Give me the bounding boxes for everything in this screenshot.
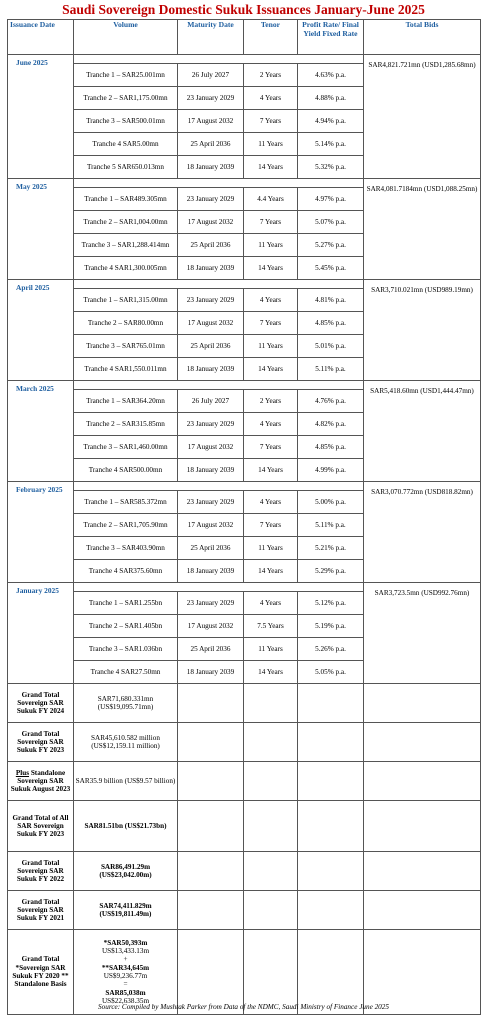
cell-tenor: 7 Years xyxy=(244,211,298,234)
header-tenor: Tenor xyxy=(244,20,298,55)
cell-mat: 23 January 2029 xyxy=(178,491,244,514)
cell-tenor: 14 Years xyxy=(244,156,298,179)
cell-tenor: 11 Years xyxy=(244,335,298,358)
source-note: Source: Compiled by Mushtak Parker from Data of the NDMC, Saudi Ministry of Finance June 2025 xyxy=(98,1003,389,1011)
cell-mat: 25 April 2036 xyxy=(178,638,244,661)
spacer-cell xyxy=(74,179,364,188)
cell-mat: 17 August 2032 xyxy=(178,514,244,537)
grand-total-label xyxy=(8,801,74,852)
cell-mat: 25 April 2036 xyxy=(178,234,244,257)
cell-mat: 17 August 2032 xyxy=(178,436,244,459)
cell-mat: 18 January 2039 xyxy=(178,661,244,684)
cell-rate: 4.99% p.a. xyxy=(298,459,364,482)
cell-tenor: 2 Years xyxy=(244,390,298,413)
cell-tenor: 14 Years xyxy=(244,358,298,381)
cell-tenor: 4 Years xyxy=(244,87,298,110)
volume-line: = xyxy=(123,980,128,989)
month-label: February 2025 xyxy=(8,482,74,583)
cell-vol: Tranche 3 – SAR1,460.00mn xyxy=(74,436,178,459)
cell-rate: 4.81% p.a. xyxy=(298,289,364,312)
sukuk-table xyxy=(7,19,481,1015)
empty-cell xyxy=(298,930,364,1015)
cell-rate: 5.12% p.a. xyxy=(298,592,364,615)
cell-mat: 23 January 2029 xyxy=(178,413,244,436)
month-label: January 2025 xyxy=(8,583,74,684)
grand-total-row xyxy=(8,801,481,852)
empty-cell xyxy=(244,852,298,891)
cell-vol: Tranche 1 – SAR364.20mn xyxy=(74,390,178,413)
cell-rate: 5.21% p.a. xyxy=(298,537,364,560)
total-bids-cell: SAR4,081.7184mn (USD1,088.25mn) xyxy=(364,179,481,280)
cell-mat: 18 January 2039 xyxy=(178,459,244,482)
cell-vol: Tranche 4 SAR1,300.005mn xyxy=(74,257,178,280)
cell-vol: Tranche 2 – SAR1,175.00mn xyxy=(74,87,178,110)
cell-mat: 23 January 2029 xyxy=(178,87,244,110)
cell-rate: 4.97% p.a. xyxy=(298,188,364,211)
grand-total-label xyxy=(8,684,74,723)
cell-mat: 17 August 2032 xyxy=(178,211,244,234)
volume-line: **SAR34,645m xyxy=(101,963,150,972)
cell-mat: 23 January 2029 xyxy=(178,188,244,211)
cell-rate: 4.85% p.a. xyxy=(298,312,364,335)
cell-vol: Tranche 3 – SAR1.036bn xyxy=(74,638,178,661)
grand-total-label: Grand Total *Sovereign SAR Sukuk FY 2020 ** Standalone Basis xyxy=(8,930,74,1015)
cell-tenor: 4.4 Years xyxy=(244,188,298,211)
header-issuance-date: Issuance Date xyxy=(8,20,74,55)
cell-vol: Tranche 4 SAR375.60mn xyxy=(74,560,178,583)
empty-cell xyxy=(298,723,364,762)
cell-mat: 18 January 2039 xyxy=(178,560,244,583)
spacer-cell xyxy=(74,55,364,64)
cell-rate: 5.00% p.a. xyxy=(298,491,364,514)
grand-total-volume: SAR45,610.582 million (US$12,159.11 million) xyxy=(74,723,178,762)
label-text: Grand Total Sovereign SAR Sukuk FY 2024 xyxy=(16,690,65,716)
cell-tenor: 4 Years xyxy=(244,592,298,615)
cell-vol: Tranche 1 – SAR585.372mn xyxy=(74,491,178,514)
empty-cell xyxy=(178,930,244,1015)
cell-mat: 17 August 2032 xyxy=(178,615,244,638)
empty-cell xyxy=(298,891,364,930)
empty-cell xyxy=(298,684,364,723)
month-label: May 2025 xyxy=(8,179,74,280)
total-bids-cell: SAR3,070.772mn (USD818.82mn) xyxy=(364,482,481,583)
month-label: April 2025 xyxy=(8,280,74,381)
volume-line: US$13,433.13m xyxy=(101,947,150,956)
month-label: June 2025 xyxy=(8,55,74,179)
cell-tenor: 14 Years xyxy=(244,560,298,583)
cell-rate: 4.76% p.a. xyxy=(298,390,364,413)
cell-rate: 4.63% p.a. xyxy=(298,64,364,87)
month-spacer-row xyxy=(8,280,481,289)
empty-cell xyxy=(364,930,481,1015)
cell-rate: 5.11% p.a. xyxy=(298,514,364,537)
volume-line: US$22,638.35m xyxy=(101,996,150,1005)
cell-vol: Tranche 4 SAR1,550.011mn xyxy=(74,358,178,381)
cell-tenor: 11 Years xyxy=(244,537,298,560)
empty-cell xyxy=(298,801,364,852)
header-maturity-date: Maturity Date xyxy=(178,20,244,55)
table-body xyxy=(8,55,481,1015)
cell-rate: 5.27% p.a. xyxy=(298,234,364,257)
cell-tenor: 14 Years xyxy=(244,661,298,684)
cell-tenor: 2 Years xyxy=(244,64,298,87)
cell-mat: 23 January 2029 xyxy=(178,592,244,615)
cell-vol: Tranche 2 – SAR315.85mn xyxy=(74,413,178,436)
grand-total-row xyxy=(8,684,481,723)
empty-cell xyxy=(364,891,481,930)
cell-vol: Tranche 2 – SAR80.00mn xyxy=(74,312,178,335)
empty-cell xyxy=(298,762,364,801)
spacer-cell xyxy=(74,583,364,592)
cell-vol: Tranche 3 – SAR1,288.414mn xyxy=(74,234,178,257)
cell-rate: 5.14% p.a. xyxy=(298,133,364,156)
empty-cell xyxy=(178,891,244,930)
cell-rate: 5.19% p.a. xyxy=(298,615,364,638)
cell-tenor: 7 Years xyxy=(244,436,298,459)
spacer-cell xyxy=(74,381,364,390)
cell-vol: Tranche 1 – SAR1.255bn xyxy=(74,592,178,615)
cell-mat: 25 April 2036 xyxy=(178,335,244,358)
cell-vol: Tranche 4 SAR5.00mn xyxy=(74,133,178,156)
grand-total-row-2020 xyxy=(8,930,481,1015)
cell-rate: 4.82% p.a. xyxy=(298,413,364,436)
cell-rate: 4.94% p.a. xyxy=(298,110,364,133)
cell-rate: 5.32% p.a. xyxy=(298,156,364,179)
empty-cell xyxy=(244,762,298,801)
empty-cell xyxy=(244,930,298,1015)
volume-line: *SAR50,393m xyxy=(103,938,148,947)
cell-vol: Tranche 2 – SAR1,705.90mn xyxy=(74,514,178,537)
label-text: Grand Total Sovereign SAR Sukuk FY 2021 xyxy=(16,897,65,923)
cell-tenor: 11 Years xyxy=(244,133,298,156)
cell-mat: 17 August 2032 xyxy=(178,110,244,133)
spacer-cell xyxy=(74,280,364,289)
cell-rate: 4.85% p.a. xyxy=(298,436,364,459)
empty-cell xyxy=(364,723,481,762)
cell-tenor: 14 Years xyxy=(244,257,298,280)
cell-rate: 5.11% p.a. xyxy=(298,358,364,381)
cell-rate: 5.01% p.a. xyxy=(298,335,364,358)
cell-vol: Tranche 5 SAR650.013mn xyxy=(74,156,178,179)
cell-rate: 5.07% p.a. xyxy=(298,211,364,234)
month-spacer-row xyxy=(8,482,481,491)
cell-rate: 5.05% p.a. xyxy=(298,661,364,684)
cell-vol: Tranche 3 – SAR500.01mn xyxy=(74,110,178,133)
empty-cell xyxy=(178,801,244,852)
cell-tenor: 7 Years xyxy=(244,110,298,133)
header-profit-rate: Profit Rate/ Final Yield Fixed Rate xyxy=(298,20,364,55)
grand-total-volume: SAR35.9 billion (US$9.57 billion) xyxy=(74,762,178,801)
total-bids-cell: SAR3,723.5mn (USD992.76mn) xyxy=(364,583,481,684)
empty-cell xyxy=(244,891,298,930)
grand-total-volume: SAR81.51bn (US$21.73bn) xyxy=(74,801,178,852)
empty-cell xyxy=(364,762,481,801)
cell-mat: 18 January 2039 xyxy=(178,257,244,280)
label-text: Standalone Sovereign SAR Sukuk August 2023 xyxy=(10,768,71,794)
header-total-bids: Total Bids xyxy=(364,20,481,55)
cell-vol: Tranche 4 SAR500.00mn xyxy=(74,459,178,482)
total-bids-cell: SAR3,710.021mn (USD989.19mn) xyxy=(364,280,481,381)
cell-rate: 4.88% p.a. xyxy=(298,87,364,110)
spacer-cell xyxy=(74,482,364,491)
empty-cell xyxy=(178,762,244,801)
cell-mat: 25 April 2036 xyxy=(178,133,244,156)
grand-total-row xyxy=(8,723,481,762)
total-bids-cell: SAR4,821.721mn (USD1,285.68mn) xyxy=(364,55,481,179)
cell-tenor: 4 Years xyxy=(244,289,298,312)
grand-total-row xyxy=(8,891,481,930)
cell-vol: Tranche 2 – SAR1.405bn xyxy=(74,615,178,638)
empty-cell xyxy=(178,723,244,762)
cell-vol: Tranche 3 – SAR403.90mn xyxy=(74,537,178,560)
label-text: Grand Total Sovereign SAR Sukuk FY 2023 xyxy=(16,729,65,755)
cell-mat: 26 July 2027 xyxy=(178,64,244,87)
empty-cell xyxy=(178,684,244,723)
empty-cell xyxy=(244,723,298,762)
cell-vol: Tranche 1 – SAR1,315.00mn xyxy=(74,289,178,312)
cell-rate: 5.45% p.a. xyxy=(298,257,364,280)
month-spacer-row xyxy=(8,55,481,64)
empty-cell xyxy=(364,801,481,852)
cell-vol: Tranche 2 – SAR1,004.00mn xyxy=(74,211,178,234)
cell-tenor: 7 Years xyxy=(244,514,298,537)
grand-total-row xyxy=(8,852,481,891)
grand-total-volume: SAR86,491.29m (US$23,042.00m) xyxy=(74,852,178,891)
grand-total-label xyxy=(8,723,74,762)
cell-vol: Tranche 3 – SAR765.01mn xyxy=(74,335,178,358)
cell-mat: 18 January 2039 xyxy=(178,358,244,381)
cell-rate: 5.26% p.a. xyxy=(298,638,364,661)
cell-tenor: 11 Years xyxy=(244,638,298,661)
cell-vol: Tranche 4 SAR27.50mn xyxy=(74,661,178,684)
cell-tenor: 11 Years xyxy=(244,234,298,257)
grand-total-2020-volume xyxy=(74,930,178,1015)
cell-tenor: 14 Years xyxy=(244,459,298,482)
cell-tenor: 7 Years xyxy=(244,312,298,335)
month-spacer-row xyxy=(8,381,481,390)
cell-tenor: 4 Years xyxy=(244,491,298,514)
grand-total-label xyxy=(8,762,74,801)
cell-tenor: 4 Years xyxy=(244,413,298,436)
empty-cell xyxy=(298,852,364,891)
empty-cell xyxy=(244,801,298,852)
grand-total-row xyxy=(8,762,481,801)
cell-mat: 26 July 2027 xyxy=(178,390,244,413)
empty-cell xyxy=(364,684,481,723)
grand-total-volume: SAR71,680.331mn (US$19,095.71mn) xyxy=(74,684,178,723)
grand-total-volume: SAR74,411.829m (US$19,811.49m) xyxy=(74,891,178,930)
month-spacer-row xyxy=(8,583,481,592)
empty-cell xyxy=(244,684,298,723)
grand-total-label xyxy=(8,891,74,930)
cell-mat: 23 January 2029 xyxy=(178,289,244,312)
label-prefix: Plus xyxy=(15,768,30,777)
cell-vol: Tranche 1 – SAR489.305mn xyxy=(74,188,178,211)
month-label: March 2025 xyxy=(8,381,74,482)
total-bids-cell: SAR5,418.60mn (USD1,444.47mn) xyxy=(364,381,481,482)
volume-line: SAR85,038m xyxy=(105,988,146,997)
cell-mat: 25 April 2036 xyxy=(178,537,244,560)
cell-vol: Tranche 1 – SAR25.001mn xyxy=(74,64,178,87)
empty-cell xyxy=(178,852,244,891)
cell-mat: 17 August 2032 xyxy=(178,312,244,335)
label-text: Grand Total Sovereign SAR Sukuk FY 2022 xyxy=(16,858,65,884)
cell-tenor: 7.5 Years xyxy=(244,615,298,638)
cell-rate: 5.29% p.a. xyxy=(298,560,364,583)
month-spacer-row xyxy=(8,179,481,188)
volume-line: + xyxy=(123,955,128,964)
header-row xyxy=(8,20,481,55)
empty-cell xyxy=(364,852,481,891)
page-title: Saudi Sovereign Domestic Sukuk Issuances January-June 2025 xyxy=(62,2,425,17)
volume-line: US$9,236.77m xyxy=(103,972,148,980)
grand-total-label xyxy=(8,852,74,891)
header-volume: Volume xyxy=(74,20,178,55)
label-text: Grand Total of All SAR Sovereign Sukuk FY 2023 xyxy=(12,813,69,839)
cell-mat: 18 January 2039 xyxy=(178,156,244,179)
